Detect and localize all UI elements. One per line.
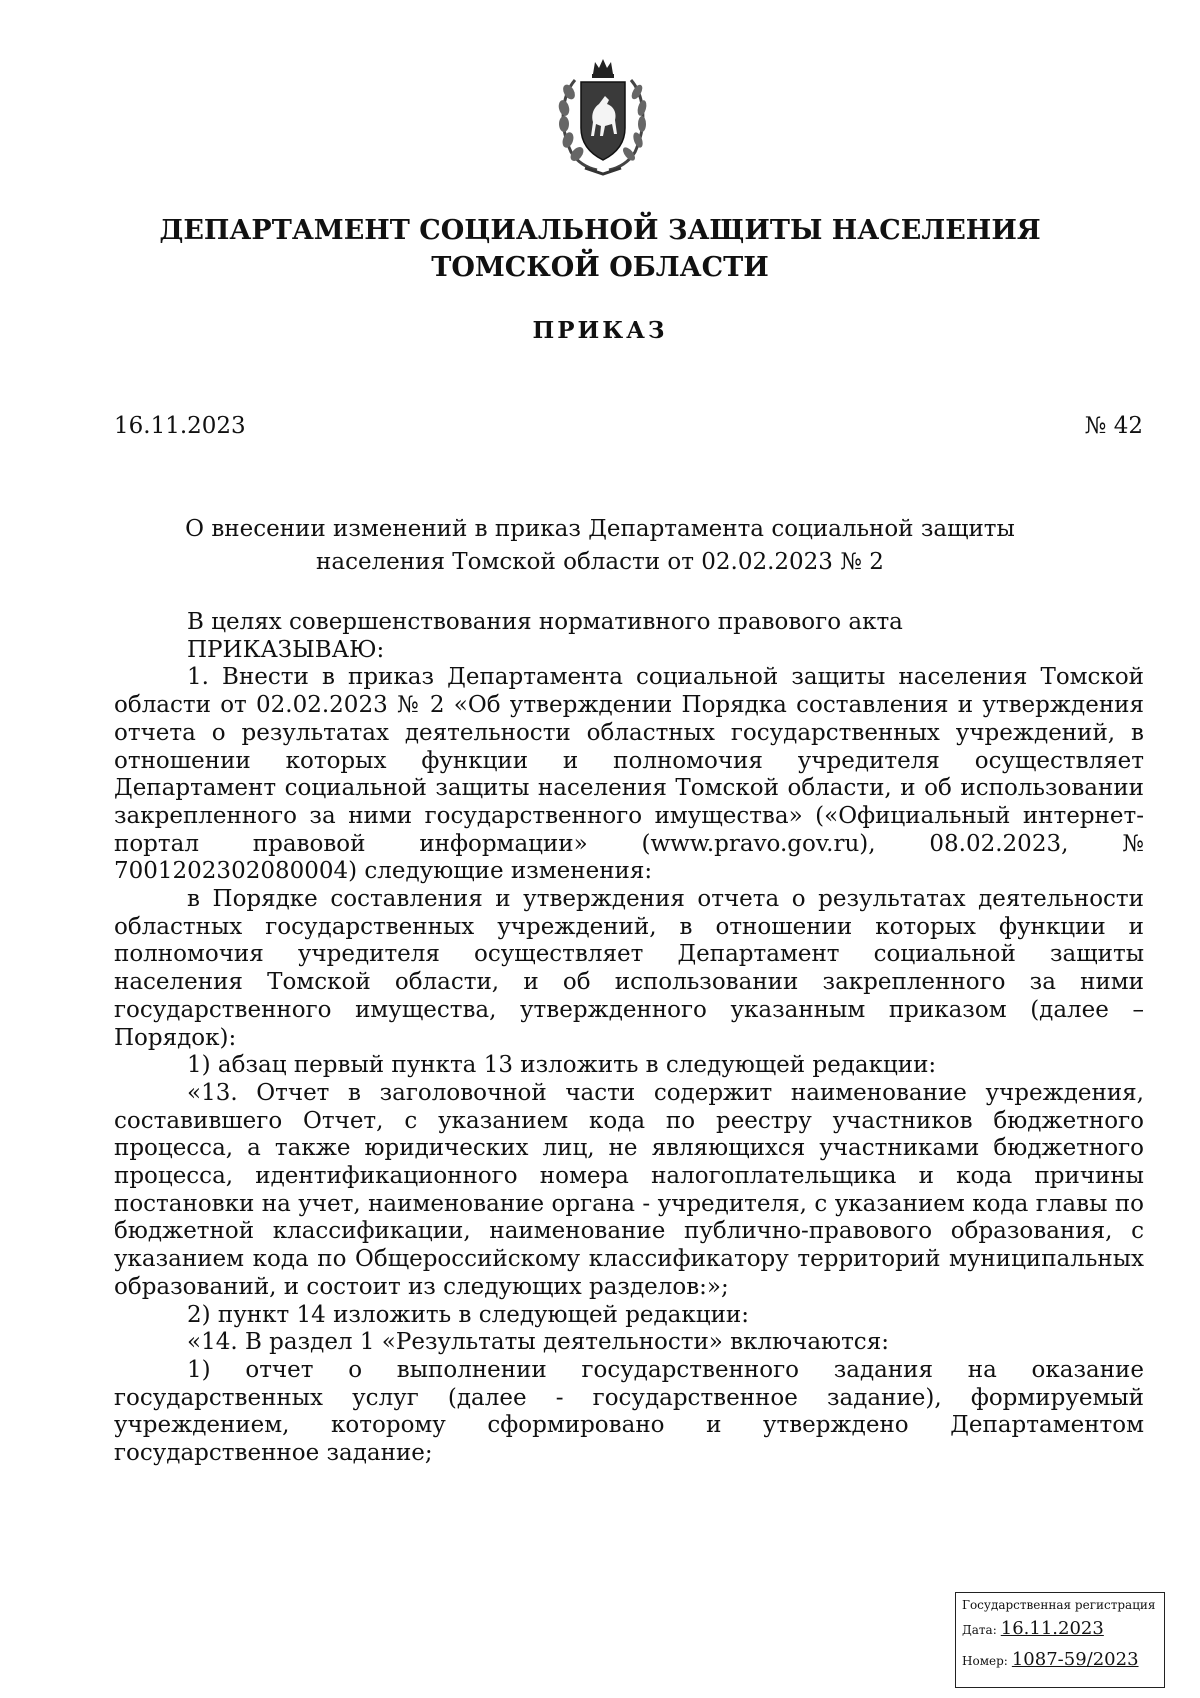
coat-of-arms-emblem [555,56,651,178]
order-body [114,609,1144,1468]
registration-number-value: 1087-59/2023 [1011,1649,1139,1670]
order-subject-line2: населения Томской области от 02.02.2023 № 2 [316,549,884,575]
order-subject-line1: О внесении изменений в приказ Департамента социальной защиты [185,516,1015,542]
order-date: 16.11.2023 [114,413,246,439]
body-paragraph: 2) пункт 14 изложить в следующей редакции: [187,1301,749,1328]
department-name [0,212,1200,286]
body-paragraph: 1) отчет о выполнении государственного задания на оказание государственных услуг (далее - государственное задание), формируемый учреждением, которому сформировано и утверждено Департаментом государственное задание; [114,1356,1144,1467]
preamble: В целях совершенствования нормативного правового акта [187,609,903,635]
order-subject [0,513,1200,579]
department-name-line2: ТОМСКОЙ ОБЛАСТИ [431,252,769,283]
body-paragraph: 1. Внести в приказ Департамента социальной защиты населения Томской области от 02.02.2023 № 2 «Об утверждении Порядка составления и утверждения отчета о результатах деятельности областных государственных учреждений, в отношении которых функции и полномочия учредителя осуществляет Департамент социальной защиты населения Томской области, и об использовании закрепленного за ними государственного имущества» («Официальный интернет-портал правовой информации» (www.pravo.gov.ru), 08.02.2023, № 7001202302080004) следующие изменения: [114,664,1144,885]
body-paragraph: «13. Отчет в заголовочной части содержит наименование учреждения, составившего Отчет, с указанием кода по реестру участников бюджетного процесса, а также юридических лиц, не являющихся участниками бюджетного процесса, идентификационного номера налогоплательщика и кода причины постановки на учет, наименование органа - учредителя, с указанием кода главы по бюджетной классификации, наименование публично-правового образования, с указанием кода по Общероссийскому классификатору территорий муниципальных образований, и состоит из следующих разделов:»; [114,1079,1144,1300]
department-name-line1: ДЕПАРТАМЕНТ СОЦИАЛЬНОЙ ЗАЩИТЫ НАСЕЛЕНИЯ [159,215,1041,246]
registration-date-label: Дата: [962,1623,997,1637]
body-paragraph: в Порядке составления и утверждения отчета о результатах деятельности областных государственных учреждений, в отношении которых функции и полномочия учредителя осуществляет Департамент социальной защиты населения Томской области, и об использовании закрепленного за ними государственного имущества, утвержденного указанным приказом (далее – Порядок): [114,886,1144,1051]
registration-stamp [955,1592,1165,1688]
registration-date-row [962,1614,1158,1645]
registration-date-value: 16.11.2023 [1000,1618,1104,1639]
body-paragraph: 1) абзац первый пункта 13 изложить в следующей редакции: [187,1052,937,1079]
order-word: ПРИКАЗЫВАЮ: [187,636,385,663]
registration-stamp-title: Государственная регистрация [962,1598,1156,1612]
tomsk-coat-of-arms-icon [555,56,651,178]
order-number: № 42 [1084,413,1143,439]
registration-number-label: Номер: [962,1654,1008,1668]
body-paragraph: «14. В раздел 1 «Результаты деятельности» включаются: [187,1329,889,1356]
document-type: ПРИКАЗ [532,317,668,344]
registration-number-row [962,1645,1158,1676]
